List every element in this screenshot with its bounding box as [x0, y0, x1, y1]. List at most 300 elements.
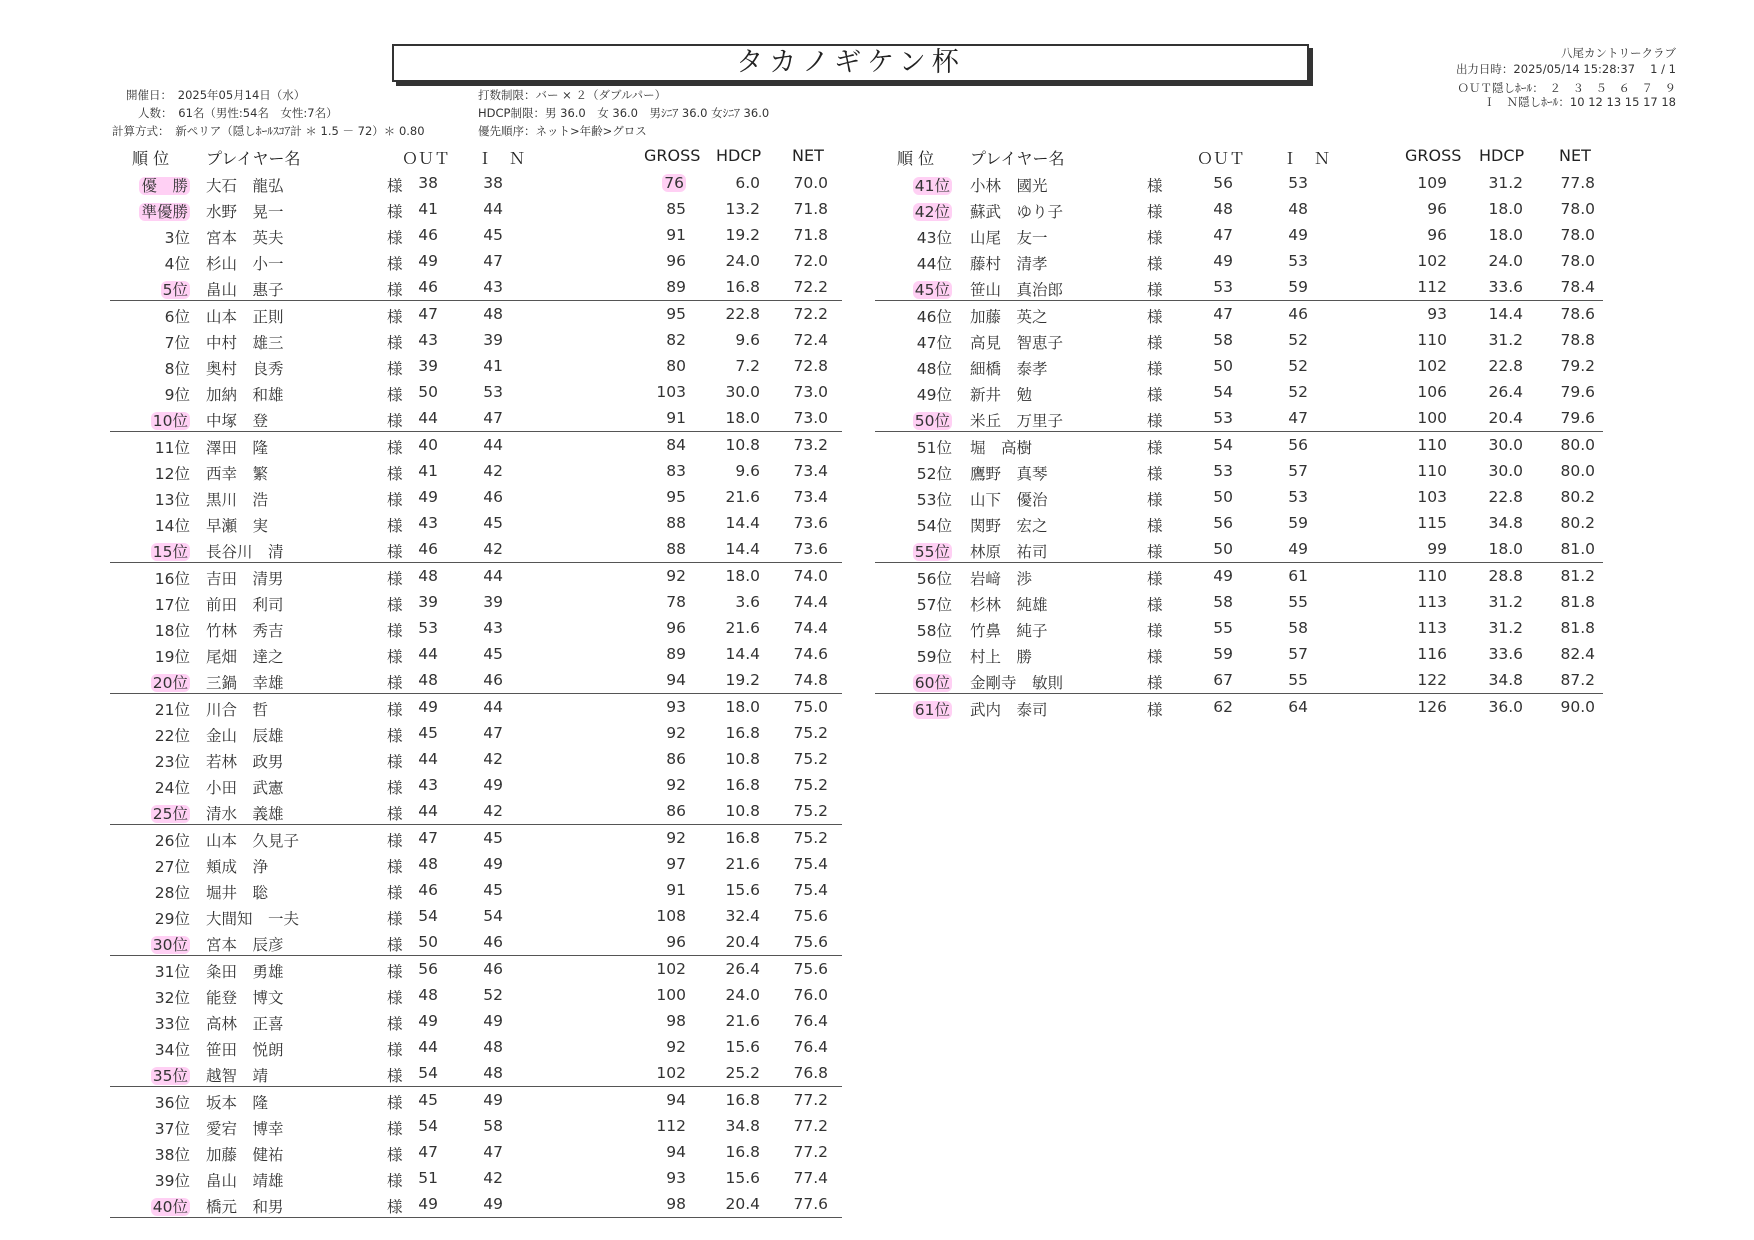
table-row — [110, 667, 842, 694]
table-row — [110, 851, 842, 877]
hdcp-cell: 20.4 — [1488, 409, 1523, 427]
priority-order: 優先順序：ネット>年齢>グロス — [478, 124, 647, 138]
rank-cell — [110, 409, 190, 431]
gross-score-cell: 97 — [666, 855, 686, 873]
table-row — [110, 982, 842, 1008]
table-row — [110, 694, 842, 720]
player-name-cell: 畠山 惠子 — [206, 281, 284, 299]
out-score-cell: 43 — [418, 776, 438, 794]
out-score-cell: 54 — [418, 1064, 438, 1082]
out-score-cell: 54 — [418, 907, 438, 925]
gross-score-cell: 83 — [666, 462, 686, 480]
net-score-cell: 90.0 — [1560, 698, 1595, 716]
honorific-cell: 様 — [387, 1172, 403, 1190]
out-score-cell: 47 — [418, 829, 438, 847]
hdcp-cell: 10.8 — [725, 802, 760, 820]
player-name-cell: 水野 晃一 — [206, 203, 284, 221]
net-score-cell: 78.0 — [1560, 200, 1595, 218]
net-score-cell: 73.6 — [793, 514, 828, 532]
rank-highlight: 10位 — [152, 412, 188, 430]
rank-cell: 43位 — [916, 229, 952, 247]
hdcp-cell: 14.4 — [725, 514, 760, 532]
in-score-cell: 49 — [483, 855, 503, 873]
in-score-cell: 41 — [483, 357, 503, 375]
player-name-cell: 加藤 英之 — [970, 308, 1048, 326]
table-row — [875, 536, 1603, 563]
gross-score-cell: 113 — [1417, 593, 1447, 611]
player-name-cell: 大石 龍弘 — [206, 177, 284, 195]
rank-highlight: 41位 — [914, 177, 950, 195]
net-score-cell: 74.4 — [793, 593, 828, 611]
hdcp-cell: 24.0 — [1488, 252, 1523, 270]
hdcp-cell: 9.6 — [735, 331, 760, 349]
table-row — [110, 353, 842, 379]
hdcp-cell: 18.0 — [1488, 540, 1523, 558]
gross-score-cell: 99 — [1427, 540, 1447, 558]
honorific-cell: 様 — [387, 439, 403, 457]
table-row — [110, 327, 842, 353]
net-score-cell: 87.2 — [1560, 671, 1595, 689]
gross-score-cell: 93 — [666, 698, 686, 716]
table-row — [110, 1034, 842, 1060]
hdcp-cell: 26.4 — [725, 960, 760, 978]
in-score-cell: 54 — [483, 907, 503, 925]
hdcp-cell: 33.6 — [1488, 278, 1523, 296]
table-row — [110, 772, 842, 798]
table-row — [110, 903, 842, 929]
col-header-gross: GROSS — [644, 146, 701, 165]
results-table-right — [875, 146, 1603, 720]
net-score-cell: 73.2 — [793, 436, 828, 454]
honorific-cell: 様 — [387, 648, 403, 666]
in-score-cell: 59 — [1288, 514, 1308, 532]
honorific-cell: 様 — [1147, 177, 1163, 195]
net-score-cell: 72.2 — [793, 305, 828, 323]
table-row — [110, 1191, 842, 1218]
in-score-cell: 44 — [483, 698, 503, 716]
in-score-cell: 58 — [483, 1117, 503, 1135]
in-score-cell: 46 — [483, 488, 503, 506]
hdcp-cell: 14.4 — [1488, 305, 1523, 323]
hdcp-cell: 25.2 — [725, 1064, 760, 1082]
net-score-cell: 73.6 — [793, 540, 828, 558]
table-row — [110, 1165, 842, 1191]
player-name-cell: 宮本 辰彦 — [206, 936, 284, 954]
player-name-cell: 中村 雄三 — [206, 334, 284, 352]
player-name-cell: 早瀬 実 — [206, 517, 269, 535]
in-score-cell: 43 — [483, 619, 503, 637]
net-score-cell: 77.2 — [793, 1117, 828, 1135]
in-score-cell: 47 — [483, 724, 503, 742]
rank-cell: 14位 — [154, 517, 190, 535]
player-name-cell: 新井 勉 — [970, 386, 1033, 404]
net-score-cell: 75.2 — [793, 802, 828, 820]
net-score-cell: 73.0 — [793, 409, 828, 427]
honorific-cell: 様 — [1147, 543, 1163, 561]
gross-score-cell: 92 — [666, 567, 686, 585]
hdcp-cell: 34.8 — [1488, 514, 1523, 532]
rank-cell: 49位 — [916, 386, 952, 404]
player-name-cell: 小田 武憲 — [206, 779, 284, 797]
out-score-cell: 48 — [418, 986, 438, 1004]
out-score-cell: 49 — [418, 1195, 438, 1213]
participants: 人数： 61名（男性:54名 女性:7名） — [138, 106, 338, 120]
rank-highlight: 30位 — [152, 936, 188, 954]
honorific-cell: 様 — [387, 465, 403, 483]
rank-highlight: 優 勝 — [141, 177, 188, 195]
hdcp-cell: 21.6 — [725, 855, 760, 873]
in-score-cell: 42 — [483, 750, 503, 768]
rank-cell: 53位 — [916, 491, 952, 509]
hdcp-cell: 36.0 — [1488, 698, 1523, 716]
out-score-cell: 43 — [418, 514, 438, 532]
rank-highlight: 50位 — [914, 412, 950, 430]
rank-cell: 16位 — [154, 570, 190, 588]
gross-score-cell: 102 — [656, 960, 686, 978]
player-name-cell: 吉田 清男 — [206, 570, 284, 588]
table-row — [110, 458, 842, 484]
player-name-cell: 黒川 浩 — [206, 491, 269, 509]
rank-cell: 48位 — [916, 360, 952, 378]
player-name-cell: 竹鼻 純子 — [970, 622, 1048, 640]
hdcp-cell: 10.8 — [725, 750, 760, 768]
gross-score-cell: 95 — [666, 305, 686, 323]
player-name-cell: 米丘 万里子 — [970, 412, 1064, 430]
rank-cell — [875, 174, 952, 196]
results-table-left — [110, 146, 842, 1218]
in-score-cell: 53 — [1288, 174, 1308, 192]
in-score-cell: 56 — [1288, 436, 1308, 454]
rank-cell: 6位 — [164, 308, 190, 326]
in-score-cell: 42 — [483, 1169, 503, 1187]
rank-cell — [875, 671, 952, 693]
hdcp-cell: 21.6 — [725, 619, 760, 637]
gross-score-cell: 102 — [1417, 357, 1447, 375]
out-score-cell: 50 — [418, 933, 438, 951]
gross-score-cell: 93 — [666, 1169, 686, 1187]
in-score-cell: 39 — [483, 331, 503, 349]
hdcp-cell: 34.8 — [1488, 671, 1523, 689]
hdcp-cell: 31.2 — [1488, 174, 1523, 192]
hdcp-cell: 22.8 — [1488, 357, 1523, 375]
net-score-cell: 80.0 — [1560, 462, 1595, 480]
honorific-cell: 様 — [1147, 281, 1163, 299]
honorific-cell: 様 — [387, 177, 403, 195]
table-row — [110, 615, 842, 641]
in-score-cell: 38 — [483, 174, 503, 192]
honorific-cell: 様 — [387, 386, 403, 404]
in-score-cell: 46 — [483, 933, 503, 951]
hdcp-limit: HDCP制限：男 36.0 女 36.0 男ｼﾆｱ 36.0 女ｼﾆｱ 36.0 — [478, 106, 770, 120]
in-score-cell: 46 — [1288, 305, 1308, 323]
player-name-cell: 堀 高樹 — [970, 439, 1033, 457]
honorific-cell: 様 — [387, 255, 403, 273]
rank-highlight: 40位 — [152, 1198, 188, 1216]
rank-cell: 12位 — [154, 465, 190, 483]
table-row — [875, 563, 1603, 589]
player-name-cell: 川合 哲 — [206, 701, 269, 719]
rank-highlight: 45位 — [914, 281, 950, 299]
out-score-cell: 44 — [418, 802, 438, 820]
player-name-cell: 大間知 一夫 — [206, 910, 300, 928]
player-name-cell: 堀井 聡 — [206, 884, 269, 902]
net-score-cell: 76.4 — [793, 1038, 828, 1056]
honorific-cell: 様 — [1147, 255, 1163, 273]
hdcp-cell: 30.0 — [1488, 436, 1523, 454]
out-score-cell: 58 — [1213, 331, 1233, 349]
gross-score-cell: 80 — [666, 357, 686, 375]
out-score-cell: 53 — [1213, 278, 1233, 296]
out-score-cell: 53 — [1213, 409, 1233, 427]
gross-score-cell: 110 — [1417, 462, 1447, 480]
honorific-cell: 様 — [1147, 439, 1163, 457]
out-score-cell: 67 — [1213, 671, 1233, 689]
col-header-player: プレイヤー名 — [970, 149, 1065, 168]
out-score-cell: 47 — [1213, 226, 1233, 244]
stroke-limit: 打数制限：バー × ２（ダブルパー） — [478, 88, 667, 102]
honorific-cell: 様 — [1147, 360, 1163, 378]
out-score-cell: 41 — [418, 200, 438, 218]
gross-score-cell: 92 — [666, 829, 686, 847]
player-name-cell: 清水 義雄 — [206, 805, 284, 823]
honorific-cell: 様 — [387, 412, 403, 430]
net-score-cell: 75.2 — [793, 724, 828, 742]
rank-cell — [110, 1195, 190, 1217]
player-name-cell: 尾畑 達之 — [206, 648, 284, 666]
hdcp-cell: 16.8 — [725, 1143, 760, 1161]
table-row — [110, 196, 842, 222]
hdcp-cell: 13.2 — [725, 200, 760, 218]
player-name-cell: 藤村 清孝 — [970, 255, 1048, 273]
table-header — [875, 146, 1603, 170]
honorific-cell: 様 — [387, 281, 403, 299]
net-score-cell: 80.2 — [1560, 514, 1595, 532]
out-hidden-holes: ＯＵＴ隠しﾎｰﾙ： ２ ３ ５ ６ ７ ９ — [1457, 81, 1676, 95]
net-score-cell: 80.0 — [1560, 436, 1595, 454]
honorific-cell: 様 — [387, 1146, 403, 1164]
net-score-cell: 70.0 — [793, 174, 828, 192]
rank-cell: 34位 — [154, 1041, 190, 1059]
table-row — [875, 458, 1603, 484]
player-name-cell: 小林 國光 — [970, 177, 1048, 195]
col-header-hdcp: HDCP — [1479, 146, 1525, 165]
honorific-cell: 様 — [1147, 308, 1163, 326]
gross-score-cell: 98 — [666, 1012, 686, 1030]
in-score-cell: 49 — [1288, 540, 1308, 558]
out-score-cell: 48 — [418, 855, 438, 873]
honorific-cell: 様 — [387, 701, 403, 719]
net-score-cell: 79.2 — [1560, 357, 1595, 375]
gross-score-cell: 96 — [1427, 200, 1447, 218]
rank-highlight: 準優勝 — [141, 203, 188, 221]
rank-cell: 33位 — [154, 1015, 190, 1033]
hdcp-cell: 22.8 — [725, 305, 760, 323]
out-score-cell: 44 — [418, 409, 438, 427]
out-score-cell: 62 — [1213, 698, 1233, 716]
net-score-cell: 71.8 — [793, 200, 828, 218]
player-name-cell: 粂田 勇雄 — [206, 963, 284, 981]
gross-score-cell: 112 — [1417, 278, 1447, 296]
honorific-cell: 様 — [387, 1041, 403, 1059]
player-name-cell: 宮本 英夫 — [206, 229, 284, 247]
hdcp-cell: 6.0 — [735, 174, 760, 192]
net-score-cell: 79.6 — [1560, 409, 1595, 427]
hdcp-cell: 20.4 — [725, 1195, 760, 1213]
out-score-cell: 49 — [418, 1012, 438, 1030]
hdcp-cell: 34.8 — [725, 1117, 760, 1135]
player-name-cell: 愛宕 博幸 — [206, 1120, 284, 1138]
gross-score-cell: 91 — [666, 409, 686, 427]
out-score-cell: 53 — [418, 619, 438, 637]
net-score-cell: 78.8 — [1560, 331, 1595, 349]
player-name-cell: 杉山 小一 — [206, 255, 284, 273]
in-score-cell: 48 — [483, 305, 503, 323]
col-header-net: NET — [1559, 146, 1591, 165]
in-score-cell: 58 — [1288, 619, 1308, 637]
rank-cell: 9位 — [164, 386, 190, 404]
in-score-cell: 59 — [1288, 278, 1308, 296]
net-score-cell: 73.0 — [793, 383, 828, 401]
rank-cell — [110, 933, 190, 955]
table-header — [110, 146, 842, 170]
hdcp-cell: 32.4 — [725, 907, 760, 925]
in-score-cell: 44 — [483, 436, 503, 454]
hdcp-cell: 7.2 — [735, 357, 760, 375]
table-row — [110, 510, 842, 536]
hdcp-cell: 24.0 — [725, 986, 760, 1004]
col-header-out: ＯＵＴ — [1197, 149, 1246, 168]
rank-cell: 19位 — [154, 648, 190, 666]
player-name-cell: 前田 利司 — [206, 596, 284, 614]
player-name-cell: 奥村 良秀 — [206, 360, 284, 378]
out-score-cell: 46 — [418, 540, 438, 558]
rank-cell: 21位 — [154, 701, 190, 719]
rank-cell — [110, 1064, 190, 1086]
out-score-cell: 49 — [1213, 252, 1233, 270]
gross-score-cell: 78 — [666, 593, 686, 611]
honorific-cell: 様 — [387, 910, 403, 928]
gross-score-cell: 89 — [666, 645, 686, 663]
rank-cell: 28位 — [154, 884, 190, 902]
table-row — [110, 536, 842, 563]
player-name-cell: 西幸 繁 — [206, 465, 269, 483]
gross-score-cell: 122 — [1417, 671, 1447, 689]
in-score-cell: 45 — [483, 881, 503, 899]
honorific-cell: 様 — [1147, 465, 1163, 483]
table-row — [875, 667, 1603, 694]
net-score-cell: 75.2 — [793, 776, 828, 794]
gross-score-cell: 113 — [1417, 619, 1447, 637]
honorific-cell: 様 — [387, 1120, 403, 1138]
table-row — [875, 353, 1603, 379]
rank-cell — [110, 278, 190, 300]
gross-score-cell: 92 — [666, 776, 686, 794]
in-score-cell: 61 — [1288, 567, 1308, 585]
calc-method: 計算方式： 新ペリア（隠しﾎｰﾙｽｺｱ計 ＊ 1.5 － 72）＊ 0.80 — [112, 124, 425, 138]
player-name-cell: 金山 辰雄 — [206, 727, 284, 745]
net-score-cell: 71.8 — [793, 226, 828, 244]
rank-highlight: 61位 — [914, 701, 950, 719]
in-score-cell: 46 — [483, 960, 503, 978]
honorific-cell: 様 — [387, 936, 403, 954]
net-score-cell: 75.6 — [793, 933, 828, 951]
gross-score-cell: 112 — [656, 1117, 686, 1135]
rank-cell — [875, 540, 952, 562]
table-row — [110, 825, 842, 851]
player-name-cell: 笹山 真治郎 — [970, 281, 1064, 299]
out-score-cell: 47 — [418, 305, 438, 323]
rank-cell: 58位 — [916, 622, 952, 640]
hdcp-cell: 22.8 — [1488, 488, 1523, 506]
in-score-cell: 44 — [483, 567, 503, 585]
gross-score-cell: 86 — [666, 802, 686, 820]
honorific-cell: 様 — [387, 360, 403, 378]
rank-cell: 3位 — [164, 229, 190, 247]
honorific-cell: 様 — [387, 517, 403, 535]
table-row — [110, 1087, 842, 1113]
hdcp-cell: 16.8 — [725, 829, 760, 847]
rank-highlight: 60位 — [914, 674, 950, 692]
net-score-cell: 78.0 — [1560, 252, 1595, 270]
player-name-cell: 高林 正喜 — [206, 1015, 284, 1033]
hdcp-cell: 30.0 — [725, 383, 760, 401]
out-score-cell: 38 — [418, 174, 438, 192]
net-score-cell: 74.4 — [793, 619, 828, 637]
rank-cell: 4位 — [164, 255, 190, 273]
rank-highlight: 5位 — [162, 281, 188, 299]
in-score-cell: 45 — [483, 829, 503, 847]
rank-highlight: 42位 — [914, 203, 950, 221]
in-score-cell: 53 — [1288, 252, 1308, 270]
in-score-cell: 57 — [1288, 645, 1308, 663]
net-score-cell: 75.4 — [793, 881, 828, 899]
rank-cell: 57位 — [916, 596, 952, 614]
hdcp-cell: 31.2 — [1488, 331, 1523, 349]
table-row — [110, 405, 842, 432]
col-header-in: Ｉ Ｎ — [477, 149, 526, 168]
player-name-cell: 細橋 泰孝 — [970, 360, 1048, 378]
out-score-cell: 48 — [1213, 200, 1233, 218]
rank-highlight: 15位 — [152, 543, 188, 561]
honorific-cell: 様 — [1147, 701, 1163, 719]
gross-score-cell: 102 — [656, 1064, 686, 1082]
player-name-cell: 山下 優治 — [970, 491, 1048, 509]
gross-score-cell: 91 — [666, 226, 686, 244]
out-score-cell: 49 — [1213, 567, 1233, 585]
out-score-cell: 54 — [1213, 383, 1233, 401]
net-score-cell: 77.2 — [793, 1143, 828, 1161]
honorific-cell: 様 — [387, 858, 403, 876]
honorific-cell: 様 — [387, 1015, 403, 1033]
out-score-cell: 53 — [1213, 462, 1233, 480]
rank-cell — [875, 278, 952, 300]
gross-score-cell: 116 — [1417, 645, 1447, 663]
in-score-cell: 46 — [483, 671, 503, 689]
hdcp-cell: 24.0 — [725, 252, 760, 270]
hdcp-cell: 21.6 — [725, 1012, 760, 1030]
honorific-cell: 様 — [387, 596, 403, 614]
net-score-cell: 75.6 — [793, 960, 828, 978]
net-score-cell: 81.2 — [1560, 567, 1595, 585]
player-name-cell: 笹田 悦朗 — [206, 1041, 284, 1059]
out-score-cell: 54 — [418, 1117, 438, 1135]
hdcp-cell: 18.0 — [725, 698, 760, 716]
rank-cell: 24位 — [154, 779, 190, 797]
in-score-cell: 48 — [1288, 200, 1308, 218]
gross-score-cell: 95 — [666, 488, 686, 506]
table-row — [110, 720, 842, 746]
gross-score-cell: 98 — [666, 1195, 686, 1213]
